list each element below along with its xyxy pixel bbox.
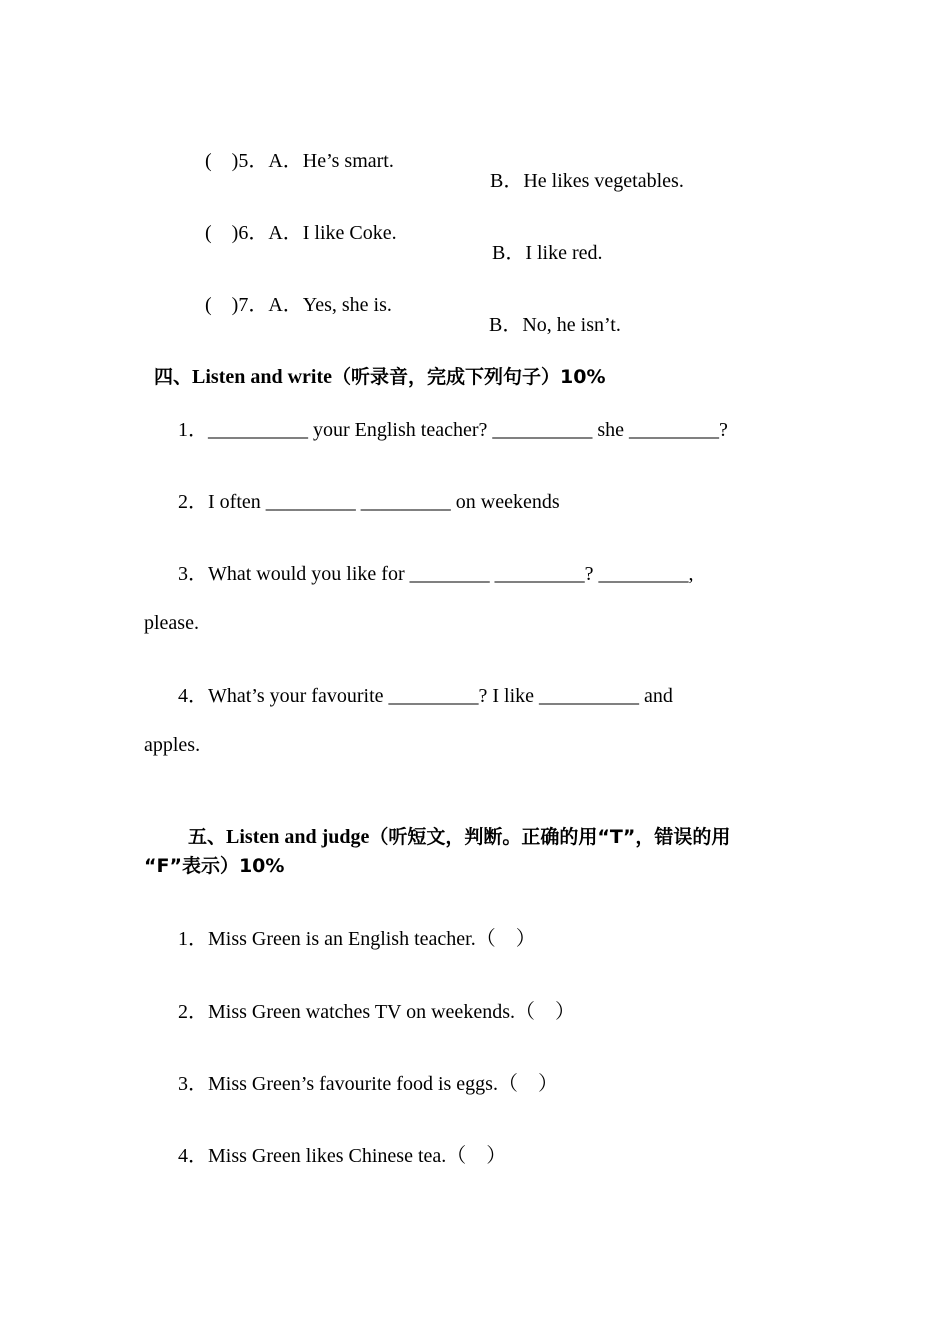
judge-item-2: 2．Miss Green watches TV on weekends.（ ） (178, 1001, 575, 1023)
judge-item-3: 3．Miss Green’s favourite food is eggs.（ ） (178, 1073, 558, 1095)
choice-question-7 (0, 275, 621, 336)
judge-item-4: 4．Miss Green likes Chinese tea.（ ） (178, 1145, 507, 1167)
question-7-option-a: ( )7．A．Yes, she is. (205, 294, 392, 316)
section-5-heading (178, 807, 730, 847)
section-4-title-cn: （听录音，完成下列句子）10% (332, 366, 606, 388)
section-5-number: 五、 (188, 826, 227, 848)
section-4-number: 四、 (154, 366, 193, 388)
section-4-title-en: Listen and write (192, 366, 333, 388)
question-5-option-a: ( )5．A．He’s smart. (205, 150, 394, 172)
write-item-4-continued: apples. (144, 734, 201, 756)
question-5-option-b: B．He likes vegetables. (490, 170, 684, 192)
question-6-option-b: B．I like red. (492, 242, 603, 264)
section-5-heading-line-2: “F”表示）10% (144, 855, 285, 877)
write-item-2: 2．I often _________ _________ on weekends (178, 491, 560, 513)
choice-question-5 (0, 131, 684, 192)
write-item-1: 1．__________ your English teacher? __________ she _________? (178, 419, 728, 441)
write-item-4: 4．What’s your favourite _________? I like __________ and (178, 685, 673, 707)
section-5-title-en: Listen and judge (226, 826, 370, 848)
question-7-option-b: B．No, he isn’t. (489, 314, 621, 336)
judge-item-1: 1．Miss Green is an English teacher.（ ） (178, 928, 536, 950)
section-4-heading (144, 347, 606, 387)
write-item-3-continued: please. (144, 612, 199, 634)
choice-question-6 (0, 203, 603, 264)
section-5-title-cn: （听短文，判断。正确的用“T”，错误的用 (369, 826, 731, 848)
write-item-3: 3．What would you like for ________ _________? _________, (178, 563, 694, 585)
question-6-option-a: ( )6．A．I like Coke. (205, 222, 397, 244)
